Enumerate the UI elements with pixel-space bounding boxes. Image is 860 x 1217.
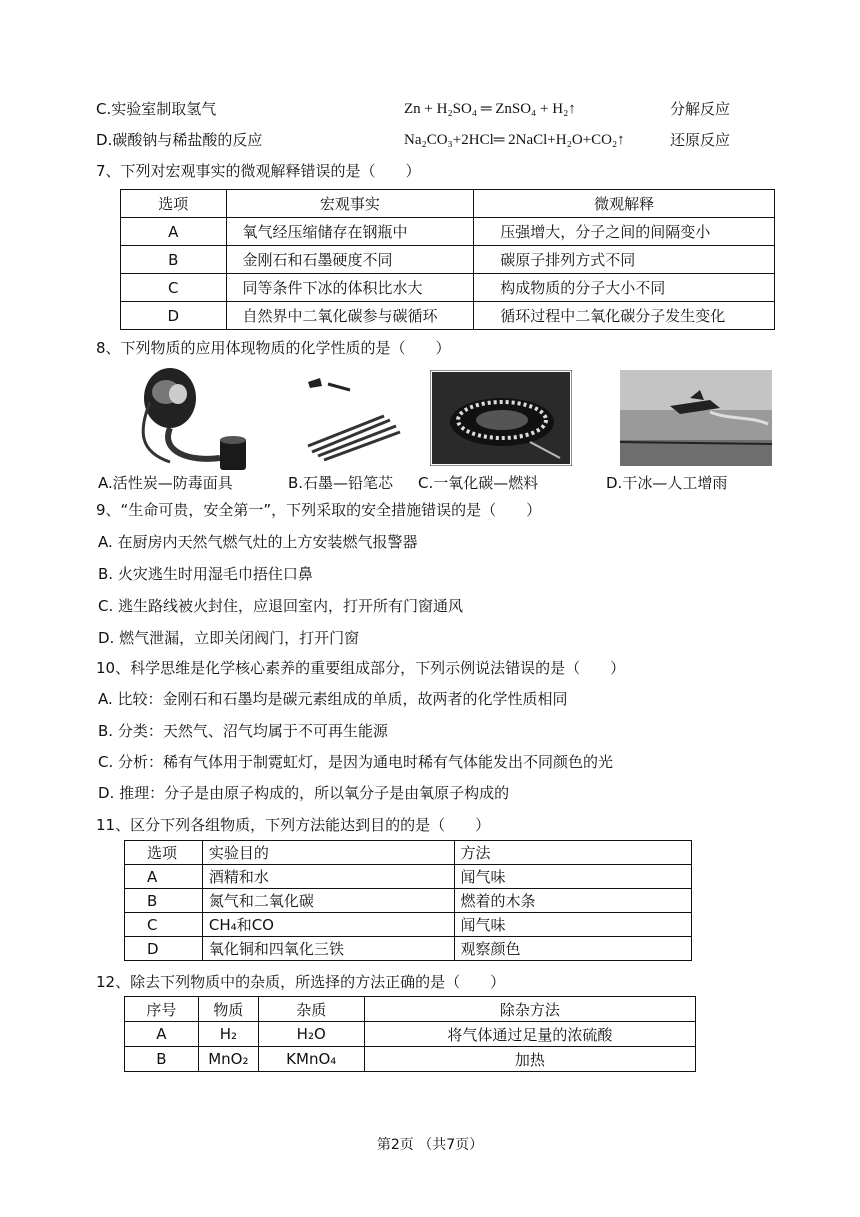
q9-option-c: C. 逃生路线被火封住，应退回室内，打开所有门窗通风 [98,597,464,615]
table-cell: H₂O [258,1022,364,1047]
table-header-cell: 物质 [198,997,258,1022]
q8-option-b: B.石墨—铅笔芯 [288,474,394,492]
table-row [121,274,775,302]
q10-option-a: A. 比较：金刚石和石墨均是碳元素组成的单质，故两者的化学性质相同 [98,690,568,708]
table-cell: 自然界中二氧化碳参与碳循环 [226,302,474,330]
q6-option-c-equation: Zn + H₂SO₄ ═ ZnSO₄ + H₂↑ [404,101,576,117]
q9-option-a: A. 在厨房内天然气燃气灶的上方安装燃气报警器 [98,533,418,551]
q6-option-d-type: 还原反应 [670,131,731,149]
table-cell: B [125,1047,199,1072]
q11-table [124,840,692,961]
table-cell: 加热 [364,1047,695,1072]
table-cell: B [125,889,203,913]
table-cell: 将气体通过足量的浓硫酸 [364,1022,695,1047]
table-cell: 氧气经压缩储存在钢瓶中 [226,218,474,246]
table-cell: A [125,865,203,889]
table-header-cell: 选项 [125,841,203,865]
table-cell: KMnO₄ [258,1047,364,1072]
table-header-cell: 序号 [125,997,199,1022]
q7-table [120,189,775,330]
q6-option-c-label: C.实验室制取氢气 [96,100,217,118]
table-row [125,913,692,937]
q10-stem: 10、科学思维是化学核心素养的重要组成部分，下列示例说法错误的是（ ） [96,659,626,677]
q9-option-b: B. 火灾逃生时用湿毛巾捂住口鼻 [98,565,313,583]
q6-option-d-label: D.碳酸钠与稀盐酸的反应 [96,131,263,149]
q7-stem: 7、下列对宏观事实的微观解释错误的是（ ） [96,162,421,180]
table-cell: D [121,302,227,330]
table-row [121,246,775,274]
table-header-row [121,190,775,218]
table-cell: 氮气和二氧化碳 [202,889,454,913]
table-cell: C [125,913,203,937]
q8-option-d: D.干冰—人工增雨 [606,474,728,492]
table-cell: B [121,246,227,274]
q10-option-b: B. 分类：天然气、沼气均属于不可再生能源 [98,722,388,740]
table-row [125,865,692,889]
q9-stem: 9、“生命可贵，安全第一”，下列采取的安全措施错误的是（ ） [96,501,542,519]
table-row [121,218,775,246]
table-cell: 观察颜色 [454,937,691,961]
table-cell: 氧化铜和四氧化三铁 [202,937,454,961]
q12-stem: 12、除去下列物质中的杂质，所选择的方法正确的是（ ） [96,973,506,991]
table-cell: 金刚石和石墨硬度不同 [226,246,474,274]
table-cell: MnO₂ [198,1047,258,1072]
table-cell: 闻气味 [454,865,691,889]
table-cell: 循环过程中二氧化碳分子发生变化 [474,302,775,330]
table-header-cell: 微观解释 [474,190,775,218]
q6-option-d-equation: Na₂CO₃+2HCl═ 2NaCl+H₂O+CO₂↑ [404,132,625,148]
table-cell: CH₄和CO [202,913,454,937]
table-cell: D [125,937,203,961]
table-header-cell: 除杂方法 [364,997,695,1022]
q8-option-c: C.一氧化碳—燃料 [418,474,539,492]
table-header-cell: 实验目的 [202,841,454,865]
q11-stem: 11、区分下列各组物质，下列方法能达到目的的是（ ） [96,816,491,834]
table-cell: C [121,274,227,302]
table-cell: H₂ [198,1022,258,1047]
artificial-rain-image [620,370,772,466]
table-cell: 燃着的木条 [454,889,691,913]
table-row [125,937,692,961]
q8-stem: 8、下列物质的应用体现物质的化学性质的是（ ） [96,339,451,357]
gas-stove-image [430,370,572,466]
table-header-cell: 杂质 [258,997,364,1022]
table-row [125,1047,696,1072]
table-cell: A [125,1022,199,1047]
table-cell: 构成物质的分子大小不同 [474,274,775,302]
q10-option-d: D. 推理：分子是由原子构成的，所以氧分子是由氧原子构成的 [98,784,510,802]
q10-option-c: C. 分析：稀有气体用于制霓虹灯，是因为通电时稀有气体能发出不同颜色的光 [98,753,614,771]
table-cell: 压强增大，分子之间的间隔变小 [474,218,775,246]
table-cell: 同等条件下冰的体积比水大 [226,274,474,302]
q12-table [124,996,696,1072]
table-row [121,302,775,330]
pencil-lead-image [300,372,410,462]
q9-option-d: D. 燃气泄漏，立即关闭阀门，打开门窗 [98,629,360,647]
table-cell: A [121,218,227,246]
q6-option-c-type: 分解反应 [670,100,731,118]
table-header-cell: 宏观事实 [226,190,474,218]
gas-mask-image [130,362,260,470]
table-header-cell: 选项 [121,190,227,218]
page-footer: 第2页 （共7页） [376,1137,484,1153]
table-row [125,889,692,913]
table-cell: 碳原子排列方式不同 [474,246,775,274]
table-cell: 闻气味 [454,913,691,937]
table-header-row [125,997,696,1022]
table-header-cell: 方法 [454,841,691,865]
table-row [125,1022,696,1047]
table-header-row [125,841,692,865]
table-cell: 酒精和水 [202,865,454,889]
q8-option-a: A.活性炭—防毒面具 [98,474,233,492]
